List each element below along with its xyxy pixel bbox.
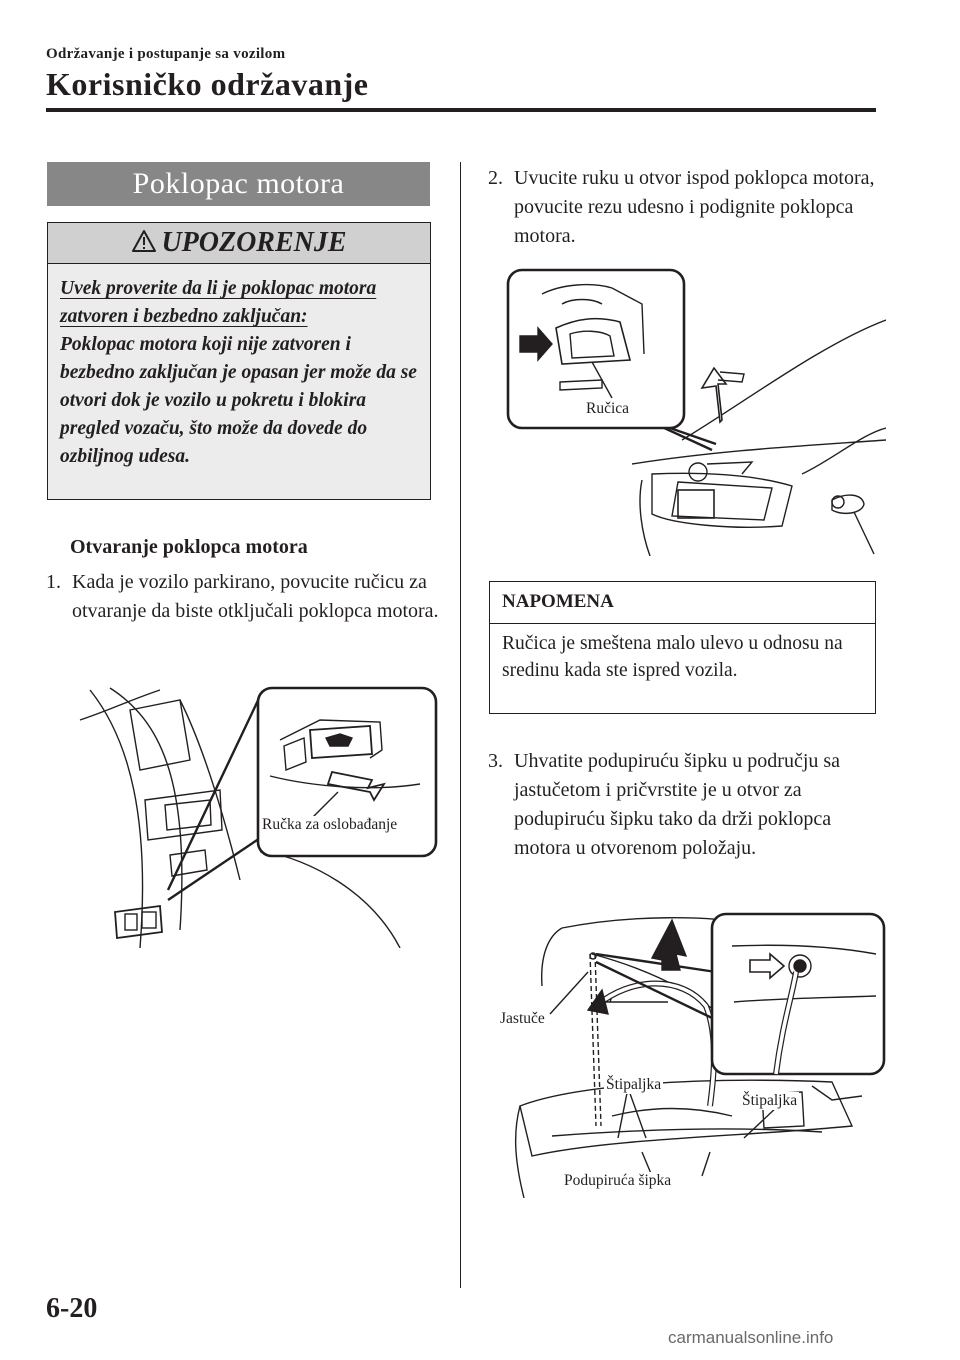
- step-text: Uhvatite podupiruću šipku u području sa jastučetom i pričvrstite je u otvor za podupiruću šipku tako da drži poklopca motora u otvorenom položaju.: [514, 750, 841, 859]
- column-divider: [460, 162, 461, 1288]
- note-text: Ručica je smeštena malo ulevo u odnosu na sredinu kada ste ispred vozila.: [502, 633, 843, 681]
- page-title: Korisničko održavanje: [46, 66, 369, 102]
- page-number: 6-20: [46, 1293, 98, 1324]
- warning-box: [47, 222, 431, 500]
- step-number: 1.: [46, 571, 61, 593]
- figure-label-release-lever: Ručka za oslobađanje: [262, 816, 398, 833]
- warning-lead: Uvek proverite da li je poklopac motora zatvoren i bezbedno zaključan:: [60, 278, 377, 327]
- figure-hood-latch: [502, 264, 886, 556]
- warning-title: UPOZORENJE: [161, 227, 347, 258]
- step-number: 3.: [488, 750, 503, 772]
- figure-label-handle: Ručica: [586, 400, 630, 417]
- figure-label-clip-left: Štipaljka: [606, 1076, 662, 1093]
- step-3: [488, 747, 878, 897]
- step-text: Uvucite ruku u otvor ispod poklopca motora, povucite rezu udesno i podignite poklopca motora.: [514, 167, 875, 247]
- running-header-section: Održavanje i postupanje sa vozilom: [46, 46, 286, 62]
- note-box: [489, 581, 876, 714]
- figure-label-clip-right: Štipaljka: [742, 1092, 798, 1109]
- step-text: Kada je vozilo parkirano, povucite ručicu za otvaranje da biste otključali poklopca motora.: [72, 571, 439, 622]
- step-2: [488, 164, 878, 254]
- section-banner: Poklopac motora: [47, 162, 430, 206]
- warning-header: [48, 223, 430, 264]
- note-header: [490, 582, 875, 624]
- warning-body: [60, 275, 422, 471]
- warning-triangle-icon: [131, 229, 157, 253]
- header-rule: [46, 108, 876, 112]
- step-1: [46, 568, 446, 658]
- subheading-opening: Otvaranje poklopca motora: [70, 536, 308, 558]
- figure-release-lever: [70, 680, 442, 948]
- step-number: 2.: [488, 167, 503, 189]
- footer-watermark: carmanualsonline.info: [668, 1328, 834, 1347]
- note-title: NAPOMENA: [502, 591, 614, 612]
- figure-label-prop-rod: Podupiruća šipka: [564, 1172, 672, 1189]
- warning-text: Poklopac motora koji nije zatvoren i bezbedno zaključan je opasan jer može da se otvori dok je vozilo u pokretu i blokira pregled vozaču, što može da dovede do ozbiljnog udesa.: [60, 334, 417, 467]
- figure-label-cushion: Jastuče: [500, 1010, 545, 1027]
- figure-prop-rod: [492, 906, 888, 1198]
